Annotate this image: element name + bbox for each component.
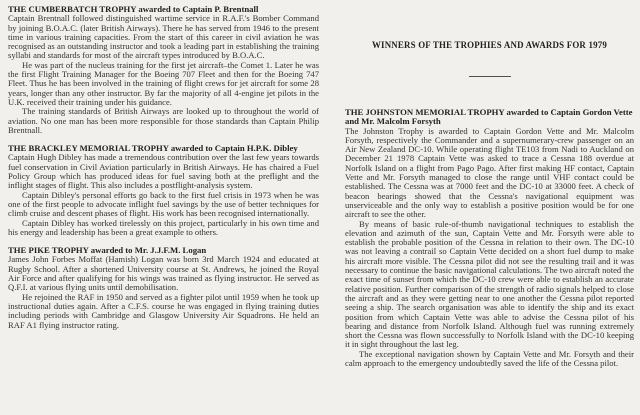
section-cumberbatch-trophy xyxy=(8,5,319,135)
section-heading-brackley: THE BRACKLEY MEMORIAL TROPHY awarded to Captain H.P.K. Dibley xyxy=(8,143,298,154)
section-pike-trophy xyxy=(8,246,319,330)
section-heading-johnston: THE JOHNSTON MEMORIAL TROPHY awarded to Captain Gordon Vette and Mr. Malcolm Forsyth xyxy=(345,107,633,127)
left-column xyxy=(8,5,319,339)
paragraph: Captain Dibley's personal efforts go back to the first fuel crisis in 1973 when he was one of the first people to advocate inflight fuel savings by the use of better techniques for climb cruise and descent phases of flight. His work has been recognised internationally. xyxy=(8,189,319,219)
paragraph: The Johnston Trophy is awarded to Captain Gordon Vette and Mr. Malcolm Forsyth, respectively the Commander and a supernumerary-crew passenger on an Air New Zealand DC-10. While operating flight TE103 from Nadi to Auckland on December 21 1978 Captain Vette was asked to trace a Cessna 188 overdue at Norfolk Island on a flight from Pago Pago. After first making HF contact, Captain Vette and Mr. Forsyth managed to close the range until VHF contact could be established. The Cessna was at 7000 feet and the DC-10 at 33000 feet. A check of beacon bearings showed that the Cessna's navigational equipment was unserviceable and the only way to establish a positive position would be for one aircraft to see the other. xyxy=(345,125,634,220)
section-johnston-trophy xyxy=(345,108,634,368)
paragraph: James John Forbes Moffat (Hamish) Logan was born 3rd March 1924 and educated at Rugby School. After a shortened University course at St. Andrews, he joined the Royal Air Force and after qualifying for his wings was trained as flying instructor. He served as Q.F.I. at various flying units until demobilisation. xyxy=(8,254,319,293)
paragraph: Captain Hugh Dibley has made a tremendous contribution over the last few years towards fuel conservation in Civil Aviation particularly in British Airways. He has chaired a Fuel Policy Group which has produced ideas for fuel saving both at the preflight and the inflight stages of flight. This also includes a postflight-analysis system. xyxy=(8,152,319,191)
paragraph: The exceptional navigation shown by Captain Vette and Mr. Forsyth and their calm approach to the emergency undoubtedly saved the life of the Cessna pilot. xyxy=(345,348,634,369)
section-heading-cumberbatch: THE CUMBERBATCH TROPHY awarded to Captain P. Brentnall xyxy=(8,4,259,14)
right-column xyxy=(345,40,634,377)
paragraph: Captain Brentnall followed distinguished wartime service in R.A.F.'s Bomber Command by joining B.O.A.C. (later British Airways). There he has served from 1946 to the present time in various training capacities. From the start of this career in civil aviation he was recognised as an outstanding instructor and took a leading part in establishing the training syllabi and standards for most of the aircraft types introduced by B.O.A.C. xyxy=(8,13,319,61)
paragraph: By means of basic rule-of-thumb navigational techniques to establish the elevation and azimuth of the sun, Captain Vette and Mr. Forsyth were able to establish the probable position of the Cessna in relation to their own. The DC-10 was not leaving a contrail so Captain Vette decided on a short fuel dump to make his aircraft more visible. The Cessna pilot did not see the resulting trail and it was necessary to continue the basic navigational calculations. The two aircraft noted the exact time of sunset from which the DC-10 crew were able to establish an accurate relative position. Further comparison of the strength of radio signals helped to close the aircraft and as they were getting near to one another the Cessna pilot reported seeing a ship. The search organisation was able to identify the ship and its exact position from which Captain Vette was able to advise the Cessna pilot of his bearing and distance from Norfolk Island. Although fuel was running extremely short the Cessna was flown successfully to Norfolk Island with the DC-10 keeping it in sight throughout the last leg. xyxy=(345,218,634,350)
divider-rule xyxy=(469,76,511,77)
paragraph: He rejoined the RAF in 1950 and served as a fighter pilot until 1959 when he took up instructional duties again. After a C.F.S. course he was engaged in flying training duties including periods with Cambridge and Glasgow University Air Squadrons. He held an RAF A1 flying instructor rating. xyxy=(8,291,319,330)
section-heading-pike: THE PIKE TROPHY awarded to Mr. J.J.F.M. Logan xyxy=(8,245,207,256)
section-brackley-trophy xyxy=(8,144,319,237)
paragraph: He was part of the nucleus training for the first jet aircraft–the Comet 1. Later he was the first Flight Training Manager for the Boeing 707 Fleet and then for the Boeing 747 Fleet. Thus he has been involved in the training of flight crews for jet aircraft for some 28 years, longer than any other instructor. By far the majority of all 4-engine jet pilots in the U.K. received their training under his guidance. xyxy=(8,59,319,107)
page-title: WINNERS OF THE TROPHIES AND AWARDS FOR 1979 xyxy=(371,40,608,50)
paragraph: Captain Dibley has worked tirelessly on this project, particularly in his own time and his energy and leadership has been a great example to others. xyxy=(8,217,319,237)
paragraph: The training standards of British Airways are looked up to throughout the world of aviation. No one man has been more responsible for those standards than Captain Philip Brentnall. xyxy=(8,106,319,135)
